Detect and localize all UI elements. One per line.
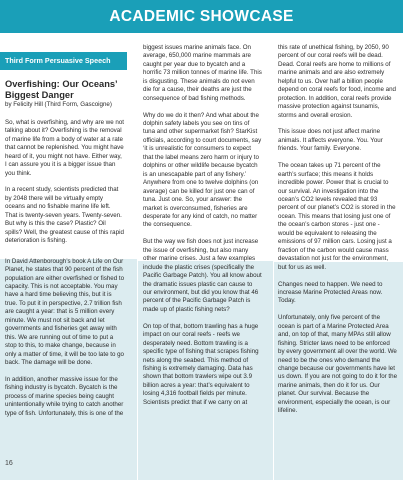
article-column-2 bbox=[143, 44, 262, 416]
paragraph: In a recent study, scientists predicted that by 2048 there will be virtually empty oceans and no fishable marine life left. That is twenty-seven years. Twenty-seven. But why is this the case? Plastic? Oil spills? Well, the greatest cause of this rapid deterioration is fishing. bbox=[5, 186, 124, 245]
paragraph: This issue does not just affect marine animals. It affects everyone. You. Your friends. Your family. Everyone. bbox=[278, 128, 383, 153]
paragraph: biggest issues marine animals face. On average, 650,000 marine mammals are caught per year due to bycatch and a horrific 73 million tonnes of marine life. This is disgusting. These animals do not even die for a cause, their deaths are just the consequence of bad fishing methods. bbox=[143, 44, 262, 102]
paragraph: In addition, another massive issue for the fishing industry is bycatch. Bycatch is the process of marine species being caught unintentionally while trying to catch another type of fish. Unfortunately, this is one of the bbox=[5, 375, 124, 417]
section-header bbox=[0, 0, 403, 33]
section-title: ACADEMIC SHOWCASE bbox=[109, 7, 294, 25]
article-column-1 bbox=[5, 52, 124, 427]
article-headline: Overfishing: Our Oceans’ Biggest Danger bbox=[5, 79, 118, 100]
article-byline: by Felicity Hill (Third Form, Gascoigne) bbox=[5, 101, 112, 109]
paragraph: Changes need to happen. We need to increase Marine Protected Areas now. Today. bbox=[278, 280, 383, 305]
paragraph: Why do we do it then? And what about the dolphin safety labels you see on tins of tuna and other supermarket fish? StarKist officials, according to court documents, say ‘it is unrealistic for consumers to expect that the label means zero harm or injury to dolphins or other wildlife because bycatch is an unescapable part of any fishery.’ Anywhere from one to twelve dolphins (on average) can be killed for just one can of tuna. Just one. So, your answer: the market is overconsumed, fisheries are desperate for any kind of catch, no matter the consequence. bbox=[143, 111, 262, 229]
paragraph: But the way we fish does not just increase the issue of overfishing, but also many other marine crises. Just a few examples include the plastic crises (specifically the Pacific Garbage Patch). You all know about the dramatic issues plastic can cause to our environment, but did you know that 46 percent of the Pacific Garbage Patch is made up of plastic fishing nets? bbox=[143, 238, 262, 313]
article-column-3 bbox=[278, 44, 397, 424]
paragraph: So, what is overfishing, and why are we not talking about it? Overfishing is the removal of marine life from a body of water at a rate that cannot be replenished. You might have heard of it, you might not have. Either way, I can assure you it is a bigger issue than you think. bbox=[5, 118, 125, 177]
paragraph: this rate of unethical fishing, by 2050, 90 percent of our coral reefs will be dead. Dead. Coral reefs are home to millions of marine animals and are also extremely helpful to us. Over half a billion people depend on coral reefs for food, income and protection. In addition, coral reefs provide massive protection against tsunamis, storms and overall erosion. bbox=[278, 44, 396, 119]
article-category-tag: Third Form Persuasive Speech bbox=[0, 52, 127, 70]
page-number: 16 bbox=[5, 460, 13, 467]
paragraph: The ocean takes up 71 percent of the earth’s surface; this means it holds incredible power. Power that is crucial to our survival. An investigation into the ocean’s CO2 levels revealed that 93 percent of our planet’s CO2 is stored in the ocean. This means that losing just one of the ocean’s carbon stores - just one - would be equivalent to releasing the emissions of 97 million cars. Losing just a fraction of the carbon would cause mass devastation not just for the environment, but for us as well. bbox=[278, 162, 396, 271]
paragraph: Unfortunately, only five percent of the ocean is part of a Marine Protected Area and, on top of that, many MPAs still allow fishing. Stricter laws need to be enforced by every government all over the world. We need to be the ones who demand the change because our governments have let us down. If you are not going to do it for the marine animals, then do it for us. Our planet. Our survival. Because the environment, especially the ocean, is our lifeline. bbox=[278, 314, 398, 415]
paragraph: In David Attenborough’s book A Life on Our Planet, he states that 90 percent of the fish population are either overfished or fished to capacity. This is not acceptable. You may have a hard time believing this, but it is true. To put it in perspective, 2.7 trillion fish are caught a year: that is 5 million every minute. We must not sit back and let governments and fisheries get away with this. We are running out of time to put a stop to this, to make change, because in only a matter of time, it will be too late to go back. The damage will be done. bbox=[5, 257, 125, 367]
paragraph: On top of that, bottom trawling has a huge impact on our coral reefs - reefs we desperately need. Bottom trawling is a specific type of fishing that scrapes fishing nets along the seabed. This method of fishing is extremely damaging. Data has shown that bottom trawlers wipe out 3.9 billion acres a year: that’s equivalent to losing 4,316 football fields per minute. Scientists predict that if we carry on at bbox=[143, 322, 259, 406]
